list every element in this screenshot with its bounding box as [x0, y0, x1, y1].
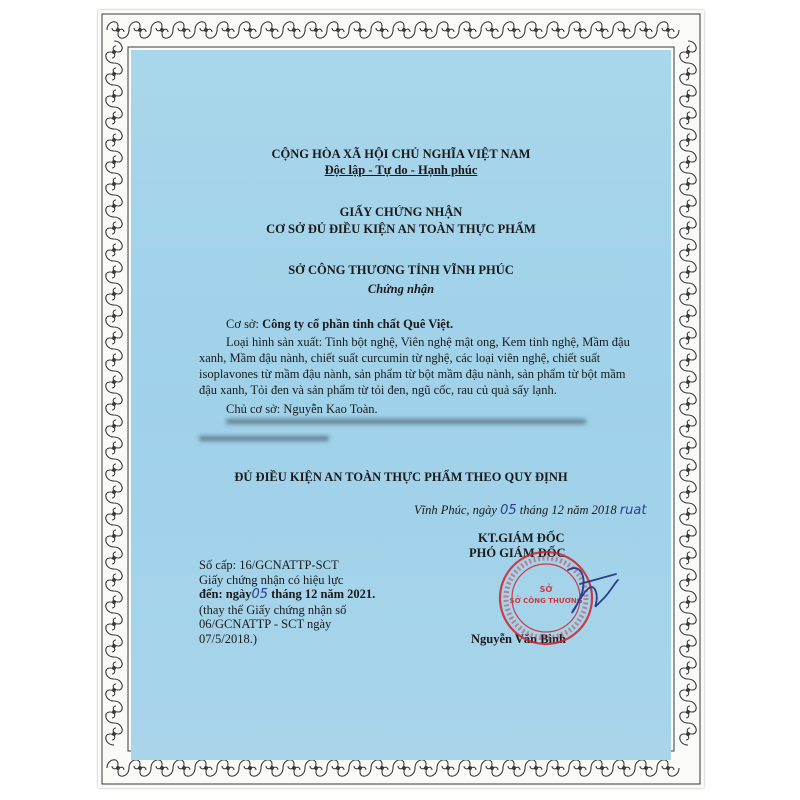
national-motto: Độc lập - Tự do - Hạnh phúc [324, 163, 478, 177]
issue-date-line [414, 502, 646, 519]
signatory-role2: PHÓ GIÁM ĐỐC [469, 546, 566, 560]
compliance-conclusion: ĐỦ ĐIỀU KIỆN AN TOÀN THỰC PHẨM THEO QUY ĐỊNH [234, 470, 568, 484]
validity-block [199, 558, 375, 646]
validity-label: Giấy chứng nhận có hiệu lực [199, 572, 344, 587]
certifies-label: Chứng nhận [367, 282, 435, 296]
business-type-line4: đậu xanh, Tỏi đen và sản phẩm từ tỏi đen, ngũ cốc, rau củ quả sấy lạnh. [199, 383, 557, 397]
handwritten-initial: ruat [619, 503, 647, 518]
owner-line: Chủ cơ sở: Nguyễn Kao Toàn. [226, 402, 378, 416]
issue-date-suffix: tháng 12 năm 2018 [519, 503, 617, 517]
handwritten-day: 05 [500, 503, 517, 518]
handwritten-expiry-day: 05 [251, 587, 268, 602]
nation-header: CỘNG HÒA XÃ HỘI CHỦ NGHĨA VIỆT NAM [271, 147, 531, 161]
business-type-line3: isoplavones từ mầm đậu nành, sản phẩm từ bột mầm đậu nành, sản phẩm từ bột mầm [199, 367, 626, 381]
signature-mark [568, 568, 618, 612]
certificate-sheet [98, 10, 704, 788]
facility-label: Cơ sở: [226, 317, 263, 331]
validity-expiry [199, 587, 375, 603]
business-type-line1: Loại hình sản xuất: Tinh bột nghệ, Viên nghệ mật ong, Kem tinh nghệ, Mầm đậu [226, 335, 630, 349]
business-type-line2: xanh, Mầm đậu nành, chiết suất curcumin từ nghệ, các loại viên nghệ, chiết suất [199, 351, 601, 365]
replacement-note-line3: 07/5/2018.) [199, 631, 257, 646]
svg-text:SỞ: SỞ [539, 585, 553, 594]
facility-name: Công ty cổ phần tinh chất Quê Việt. [262, 317, 454, 331]
issue-date-prefix: Vĩnh Phúc, ngày [414, 503, 497, 517]
stamp-text: SỞ CÔNG THƯƠNG [509, 597, 583, 605]
signatory-role1: KT.GIÁM ĐỐC [478, 531, 565, 545]
issuer-name: SỞ CÔNG THƯƠNG TỈNH VĨNH PHÚC [288, 263, 514, 277]
validity-expiry-suffix: tháng 12 năm 2021. [271, 587, 376, 601]
replacement-note-line1: (thay thế Giấy chứng nhận số [199, 602, 347, 617]
certificate-title-line1: GIẤY CHỨNG NHẬN [339, 205, 463, 219]
permit-number: Số cấp: 16/GCNATTP-SCT [199, 558, 339, 572]
official-stamp [484, 540, 624, 660]
replacement-note-line2: 06/GCNATTP - SCT ngày [199, 617, 332, 631]
signatory-name: Nguyễn Văn Bình [471, 632, 566, 646]
validity-expiry-prefix: đến: ngày [199, 587, 252, 601]
facility-line [226, 316, 453, 332]
certificate-title-line2: CƠ SỞ ĐỦ ĐIỀU KIỆN AN TOÀN THỰC PHẨM [266, 222, 536, 236]
redacted-address [199, 412, 599, 448]
